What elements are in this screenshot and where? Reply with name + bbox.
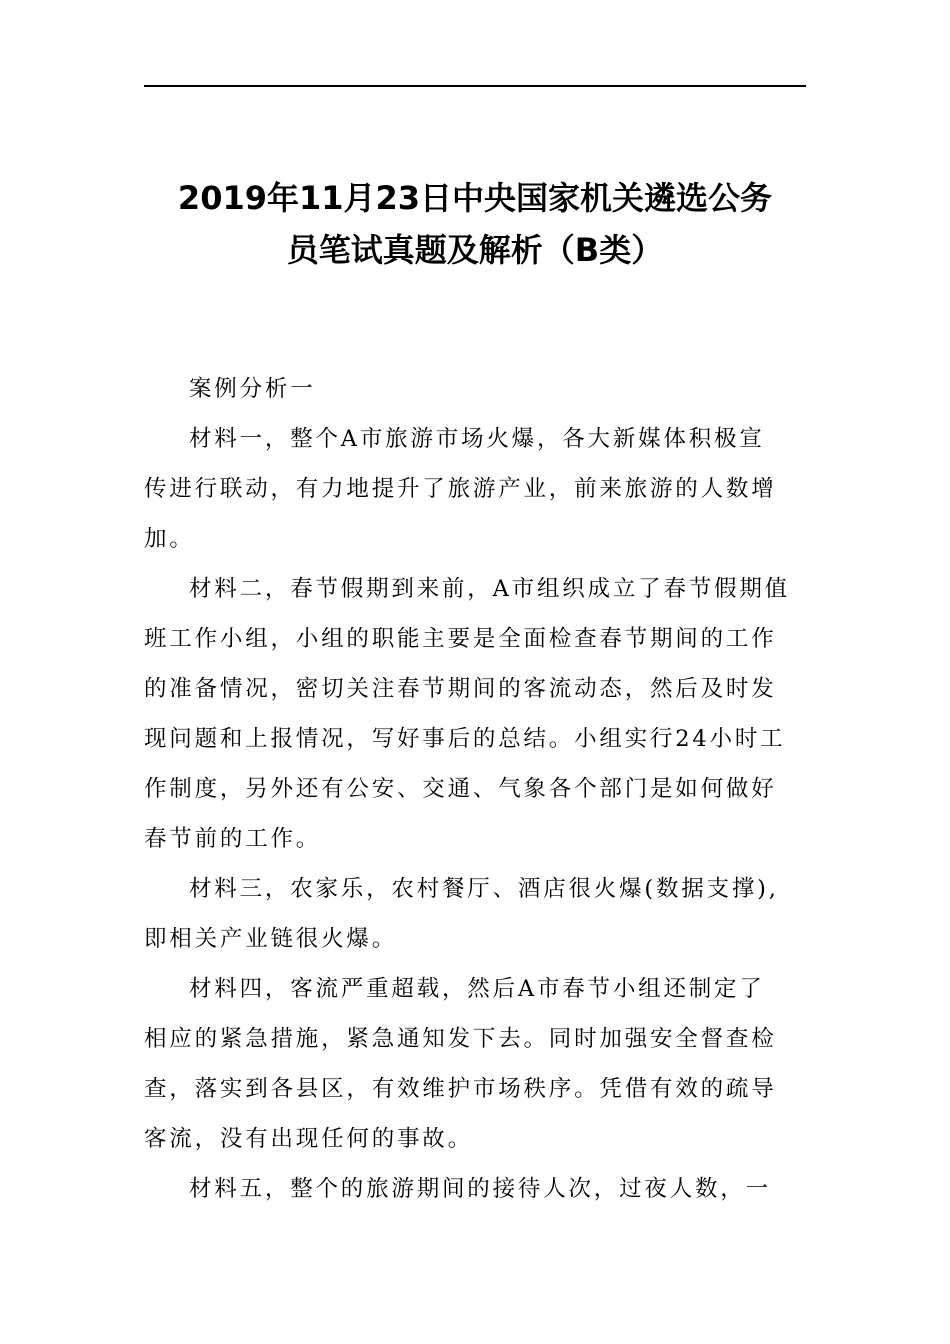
paragraph-line: 材料五，整个的旅游期间的接待人次，过夜人数，一 bbox=[189, 1176, 771, 1202]
paragraph-material-3 bbox=[144, 864, 806, 964]
paragraph-line: 作制度，另外还有公安、交通、气象各个部门是如何做好 bbox=[144, 776, 777, 802]
paragraph-line: 的准备情况，密切关注春节期间的客流动态，然后及时发 bbox=[144, 676, 777, 702]
paragraph-material-4 bbox=[144, 964, 806, 1164]
paragraph-line: 材料四，客流严重超载，然后A市春节小组还制定了 bbox=[189, 976, 765, 1002]
paragraph-line: 材料三，农家乐，农村餐厅、酒店很火爆(数据支撑), bbox=[189, 876, 779, 902]
title-line: 员笔试真题及解析（B类） bbox=[286, 231, 664, 269]
paragraph-line: 即相关产业链很火爆。 bbox=[144, 926, 398, 952]
paragraph-line: 加。 bbox=[144, 526, 195, 552]
paragraph-material-2 bbox=[144, 564, 806, 864]
paragraph-line: 客流，没有出现任何的事故。 bbox=[144, 1126, 473, 1152]
paragraph-line: 案例分析一 bbox=[189, 376, 316, 402]
title-line: 2019年11月23日中央国家机关遴选公务 bbox=[177, 179, 773, 217]
document-body bbox=[144, 364, 806, 1214]
paragraph-line: 春节前的工作。 bbox=[144, 826, 322, 852]
paragraph-line: 查，落实到各县区，有效维护市场秩序。凭借有效的疏导 bbox=[144, 1076, 777, 1102]
paragraph-line: 材料一，整个A市旅游市场火爆，各大新媒体积极宣 bbox=[189, 426, 765, 452]
paragraph-material-1 bbox=[144, 414, 806, 564]
paragraph-line: 相应的紧急措施，紧急通知发下去。同时加强安全督查检 bbox=[144, 1026, 777, 1052]
paragraph-line: 材料二，春节假期到来前，A市组织成立了春节假期值 bbox=[189, 576, 790, 602]
paragraph-material-5 bbox=[144, 1164, 806, 1214]
paragraph-case-analysis-heading bbox=[144, 364, 806, 414]
paragraph-line: 传进行联动，有力地提升了旅游产业，前来旅游的人数增 bbox=[144, 476, 777, 502]
header-rule bbox=[144, 85, 806, 87]
document-title bbox=[144, 172, 806, 276]
paragraph-line: 班工作小组，小组的职能主要是全面检查春节期间的工作 bbox=[144, 626, 777, 652]
paragraph-line: 现问题和上报情况，写好事后的总结。小组实行24小时工 bbox=[144, 726, 786, 752]
